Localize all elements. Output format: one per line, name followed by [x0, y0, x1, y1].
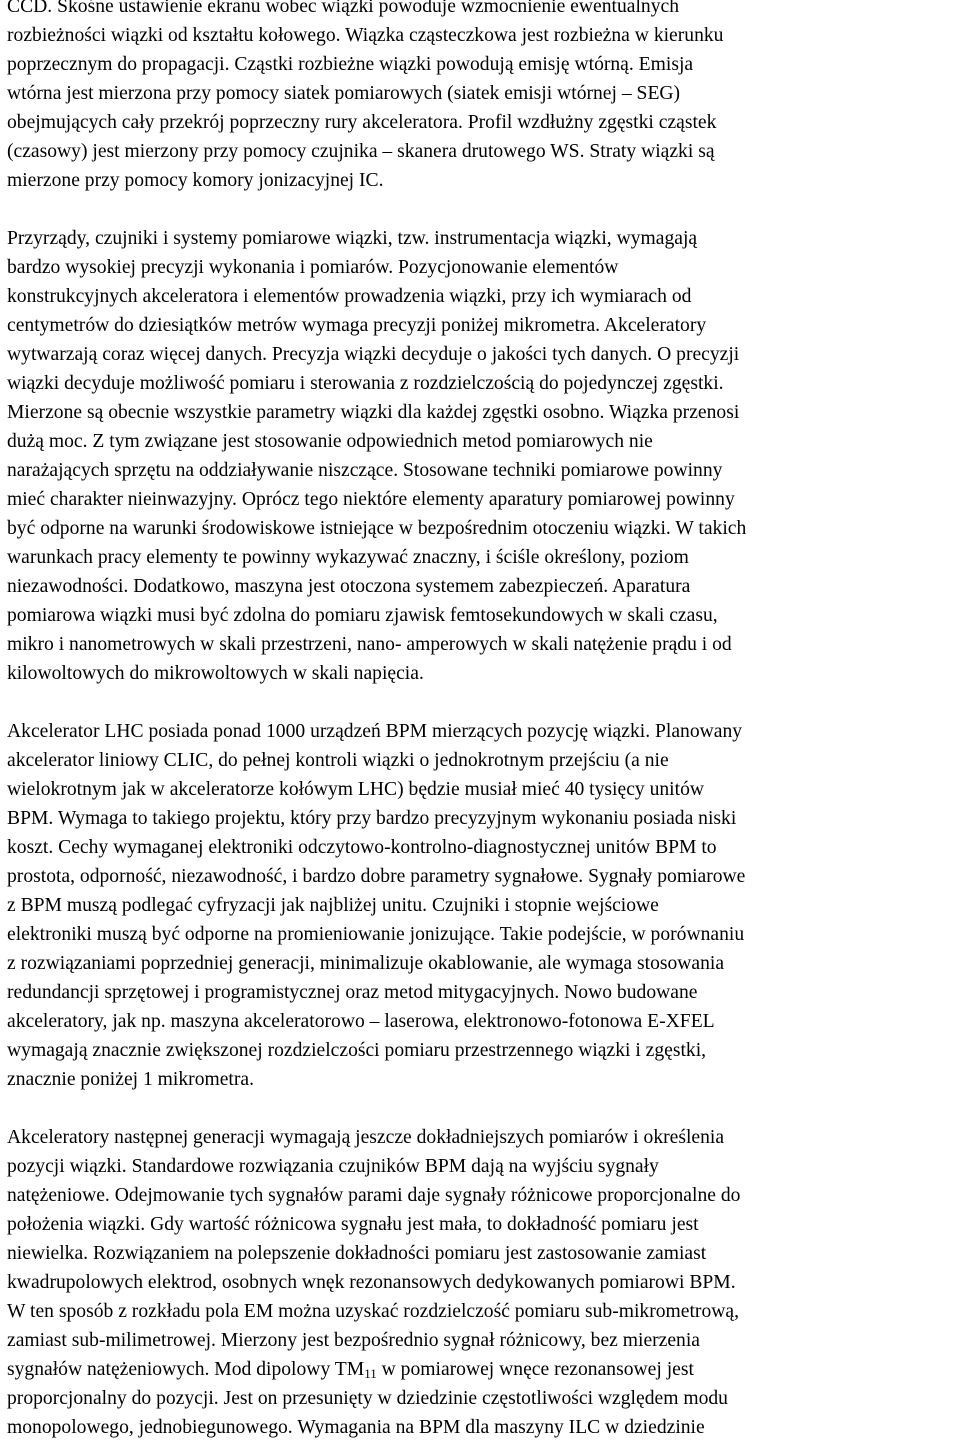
text-line: CCD. Skośne ustawienie ekranu wobec wiązki powoduje wzmocnienie ewentualnych [7, 0, 679, 17]
tm-subscript: 11 [364, 1366, 377, 1381]
text-line: mierzone przy pomocy komory jonizacyjnej IC. [7, 170, 384, 191]
paragraph-4 [7, 1123, 953, 1442]
text-line: Przyrządy, czujniki i systemy pomiarowe wiązki, tzw. instrumentacja wiązki, wymagają [7, 228, 698, 249]
text-line: prostota, odporność, niezawodność, i bardzo dobre parametry sygnałowe. Sygnały pomiarowe [7, 866, 746, 887]
text-line: być odporne na warunki środowiskowe istniejące w bezpośrednim otoczeniu wiązki. W takich [7, 518, 747, 539]
text-line: centymetrów do dziesiątków metrów wymaga precyzji poniżej mikrometra. Akceleratory [7, 315, 707, 336]
text-line: Akceleratory następnej generacji wymagają jeszcze dokładniejszych pomiarów i określenia [7, 1127, 725, 1148]
text-line: mieć charakter nieinwazyjny. Oprócz tego niektóre elementy aparatury pomiarowej powinny [7, 489, 735, 510]
text-line: pozycji wiązki. Standardowe rozwiązania czujników BPM dają na wyjściu sygnały [7, 1156, 659, 1177]
paragraph-2 [7, 224, 953, 688]
text-line: wielokrotnym jak w akceleratorze kołówym LHC) będzie musiał mieć 40 tysięcy unitów [7, 779, 705, 800]
text-line: znacznie poniżej 1 mikrometra. [7, 1069, 254, 1090]
text-line: natężeniowe. Odejmowanie tych sygnałów parami daje sygnały różnicowe proporcjonalne do [7, 1185, 741, 1206]
paragraph-3 [7, 717, 953, 1094]
text-line: pomiarowa wiązki musi być zdolna do pomiaru zjawisk femtosekundowych w skali czasu, [7, 605, 718, 626]
text-line: obejmujących cały przekrój poprzeczny rury akceleratora. Profil wzdłużny zgęstki cząstek [7, 112, 717, 133]
text-line: z BPM muszą podlegać cyfryzacji jak najbliżej unitu. Czujniki i stopnie wejściowe [7, 895, 659, 916]
text-line: niewielka. Rozwiązaniem na polepszenie dokładności pomiaru jest zastosowanie zamiast [7, 1243, 707, 1264]
text-line: wytwarzają coraz więcej danych. Precyzja wiązki decyduje o jakości tych danych. O precyzji [7, 344, 740, 365]
text-line: poprzecznym do propagacji. Cząstki rozbieżne wiązki powodują emisję wtórną. Emisja [7, 54, 694, 75]
paragraph-1 [7, 0, 953, 195]
text-line: wymagają znacznie zwiększonej rozdzielczości pomiaru przestrzennego wiązki i zgęstki, [7, 1040, 707, 1061]
text-line: bardzo wysokiej precyzji wykonania i pomiarów. Pozycjonowanie elementów [7, 257, 619, 278]
text-line: redundancji sprzętowej i programistycznej oraz metod mitygacyjnych. Nowo budowane [7, 982, 698, 1003]
text-line: położenia wiązki. Gdy wartość różnicowa sygnału jest mała, to dokładność pomiaru jest [7, 1214, 699, 1235]
text-line: elektroniki muszą być odporne na promieniowanie jonizujące. Takie podejście, w porównaniu [7, 924, 745, 945]
text-line: Akcelerator LHC posiada ponad 1000 urządzeń BPM mierzących pozycję wiązki. Planowany [7, 721, 743, 742]
text-line: kwadrupolowych elektrod, osobnych wnęk rezonansowych dedykowanych pomiarowi BPM. [7, 1272, 736, 1293]
document-page [7, 0, 953, 1442]
text-line-tm11 [7, 1355, 953, 1384]
text-line: proporcjonalny do pozycji. Jest on przesunięty w dziedzinie częstotliwości względem modu [7, 1388, 728, 1409]
text-line: mikro i nanometrowych w skali przestrzeni, nano- amperowych w skali natężenie prądu i od [7, 634, 732, 655]
text-line: akcelerator liniowy CLIC, do pełnej kontroli wiązki o jednokrotnym przejściu (a nie [7, 750, 669, 771]
tm-text-before: sygnałów natężeniowych. Mod dipolowy TM [7, 1359, 365, 1380]
text-line: Mierzone są obecnie wszystkie parametry wiązki dla każdej zgęstki osobno. Wiązka przenosi [7, 402, 740, 423]
text-line: zamiast sub-milimetrowej. Mierzony jest bezpośrednio sygnał różnicowy, bez mierzenia [7, 1330, 700, 1351]
text-line: akceleratory, jak np. maszyna akceleratorowo – laserowa, elektronowo-fotonowa E-XFEL [7, 1011, 715, 1032]
text-line: konstrukcyjnych akceleratora i elementów prowadzenia wiązki, przy ich wymiarach od [7, 286, 692, 307]
tm-text-after: w pomiarowej wnęce rezonansowej jest [376, 1359, 694, 1380]
text-line: narażających sprzętu na oddziaływanie niszczące. Stosowane techniki pomiarowe powinny [7, 460, 723, 481]
text-line: W ten sposób z rozkładu pola EM można uzyskać rozdzielczość pomiaru sub-mikrometrową, [7, 1301, 740, 1322]
text-line: wtórna jest mierzona przy pomocy siatek pomiarowych (siatek emisji wtórnej – SEG) [7, 83, 681, 104]
text-line: dużą moc. Z tym związane jest stosowanie odpowiednich metod pomiarowych nie [7, 431, 653, 452]
text-line: wiązki decyduje możliwość pomiaru i sterowania z rozdzielczością do pojedynczej zgęstki. [7, 373, 724, 394]
text-line: z rozwiązaniami poprzedniej generacji, minimalizuje okablowanie, ale wymaga stosowania [7, 953, 725, 974]
text-line: BPM. Wymaga to takiego projektu, który przy bardzo precyzyjnym wykonaniu posiada niski [7, 808, 737, 829]
text-line: rozbieżności wiązki od kształtu kołowego. Wiązka cząsteczkowa jest rozbieżna w kierunku [7, 25, 724, 46]
text-line: (czasowy) jest mierzony przy pomocy czujnika – skanera drutowego WS. Straty wiązki są [7, 141, 715, 162]
text-line: monopolowego, jednobiegunowego. Wymagania na BPM dla maszyny ILC w dziedzinie [7, 1417, 705, 1438]
text-line: warunkach pracy elementy te powinny wykazywać znaczny, i ściśle określony, poziom [7, 547, 689, 568]
text-line: kilowoltowych do mikrowoltowych w skali napięcia. [7, 663, 424, 684]
text-line: koszt. Cechy wymaganej elektroniki odczytowo-kontrolno-diagnostycznej unitów BPM to [7, 837, 717, 858]
text-line: niezawodności. Dodatkowo, maszyna jest otoczona systemem zabezpieczeń. Aparatura [7, 576, 691, 597]
